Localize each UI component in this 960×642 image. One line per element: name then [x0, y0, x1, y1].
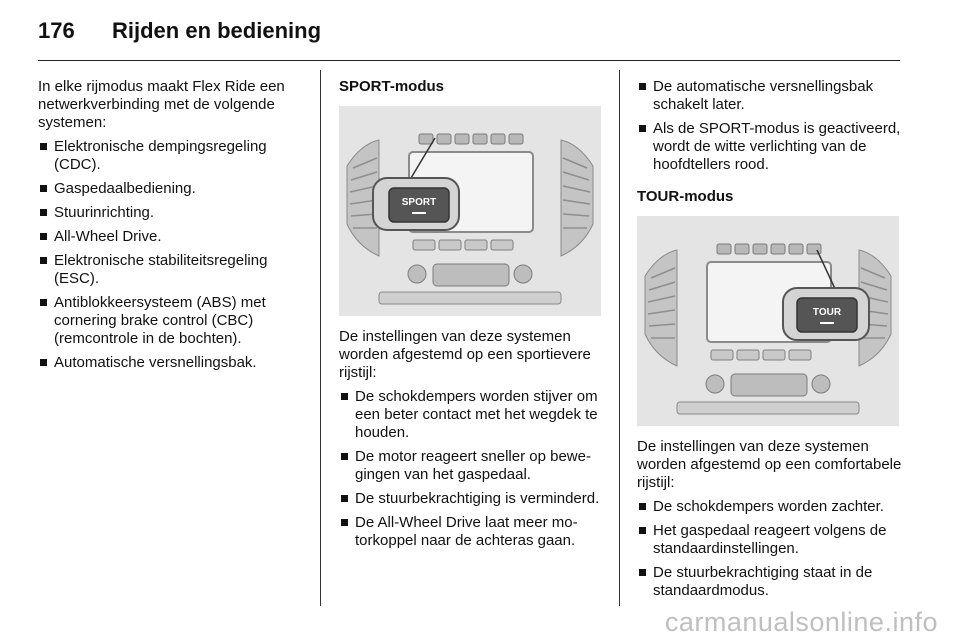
- page-header: [38, 18, 321, 44]
- col1-intro: In elke rijmodus maakt Flex Ride een netwerkverbinding met de volgende systemen:: [38, 78, 285, 131]
- list-item: De schokdempers worden zachter.: [637, 498, 905, 516]
- list-item: De motor reageert sneller op bewegingen van het gaspedaal.: [339, 448, 607, 484]
- column-2: [339, 78, 607, 556]
- site-watermark: carmanualsonline.info: [664, 607, 938, 637]
- column-divider-2: [619, 70, 620, 606]
- page-number: 176: [38, 18, 75, 43]
- sport-mode-list: [339, 388, 607, 550]
- sport-button-label: SPORT: [401, 197, 437, 208]
- col2-intro: De instellingen van deze systemen worden afgestemd op een sportievere rijstijl:: [339, 328, 591, 381]
- list-item: De stuurbekrachtiging staat in de standaardmodus.: [637, 564, 905, 600]
- list-item: Stuurinrichting.: [38, 204, 310, 222]
- list-item: De schokdempers worden stijver om een beter contact met het wegdek te houden.: [339, 388, 607, 442]
- list-item: Als de SPORT-modus is geactiveerd, wordt de witte verlichting van de hoofdtellers rood.: [637, 120, 905, 174]
- column-divider-1: [320, 70, 321, 606]
- col3-intro: De instellingen van deze systemen worden afgestemd op een comfortabele rijstijl:: [637, 438, 902, 491]
- sport-button-illustration: [339, 106, 601, 316]
- column-1: [38, 78, 310, 378]
- list-item: Antiblokkeersysteem (ABS) met cornering brake control (CBC) (remcontrole in de bochten).: [38, 294, 310, 348]
- list-item: All-Wheel Drive.: [38, 228, 310, 246]
- list-item: Elektronische stabiliteitsregeling (ESC).: [38, 252, 310, 288]
- list-item: De automatische versnellingsbak schakelt later.: [637, 78, 905, 114]
- list-item: Gaspedaalbediening.: [38, 180, 310, 198]
- list-item: Automatische versnellingsbak.: [38, 354, 310, 372]
- col1-system-list: [38, 138, 310, 372]
- list-item: Het gaspedaal reageert volgens de standaardinstellingen.: [637, 522, 905, 558]
- sport-mode-heading: SPORT-modus: [339, 78, 445, 95]
- header-rule: [38, 60, 900, 61]
- tour-button-label: TOUR: [812, 307, 842, 318]
- list-item: De stuurbekrachtiging is verminderd.: [339, 490, 607, 508]
- tour-mode-list: [637, 498, 905, 600]
- column-3: [637, 78, 905, 606]
- list-item: De All-Wheel Drive laat meer motorkoppel naar de achteras gaan.: [339, 514, 607, 550]
- sport-mode-list-continued: [637, 78, 905, 174]
- list-item: Elektronische dempingsregeling (CDC).: [38, 138, 310, 174]
- tour-mode-heading: TOUR-modus: [637, 188, 734, 205]
- tour-button-illustration: [637, 216, 899, 426]
- chapter-title: Rijden en bediening: [112, 18, 322, 43]
